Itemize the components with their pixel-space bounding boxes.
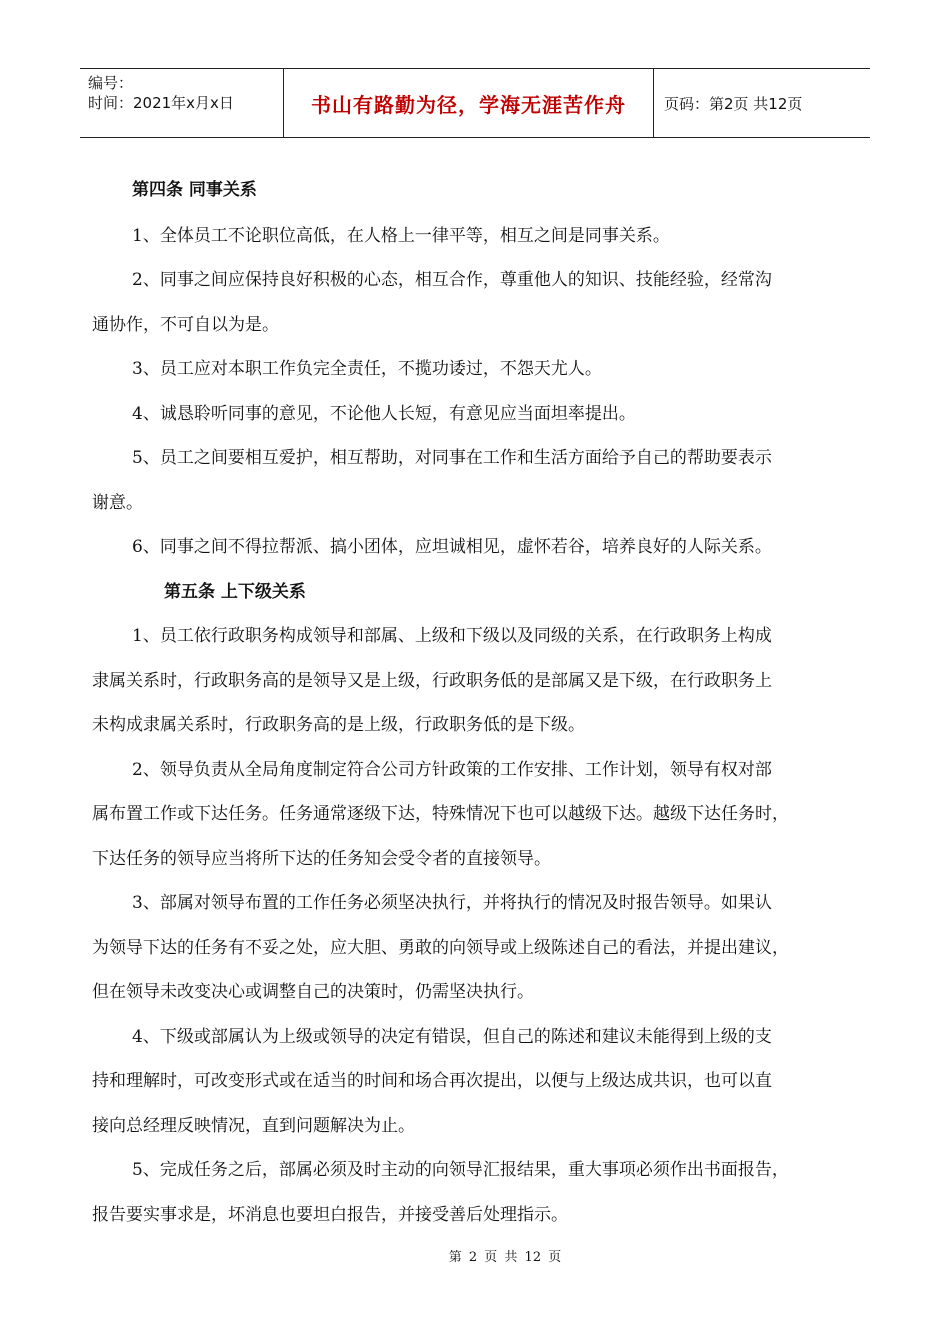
header-page-info: 页码：第2页 共12页 [664,94,803,113]
header-motto: 书山有路勤为径，学海无涯苦作舟 [284,69,654,137]
paragraph-line: 1、员工依行政职务构成领导和部属、上级和下级以及同级的关系，在行政职务上构成 [132,626,772,646]
section-four-heading: 第四条 同事关系 [132,180,257,200]
page-footer: 第 2 页 共 12 页 [448,1250,562,1265]
paragraph-line: 2、同事之间应保持良好积极的心态，相互合作，尊重他人的知识、技能经验，经常沟 [132,270,772,290]
paragraph-line: 谢意。 [92,493,143,513]
document-number-label: 编号： [88,74,134,92]
paragraph-line: 为领导下达的任务有不妥之处，应大胆、勇敢的向领导或上级陈述自己的看法，并提出建议， [92,938,789,958]
paragraph-line: 4、下级或部属认为上级或领导的决定有错误，但自己的陈述和建议未能得到上级的支 [132,1027,772,1047]
paragraph-line: 1、全体员工不论职位高低，在人格上一律平等，相互之间是同事关系。 [132,226,670,246]
header-meta [80,69,284,137]
paragraph-line: 5、完成任务之后，部属必须及时主动的向领导汇报结果，重大事项必须作出书面报告， [132,1160,789,1180]
paragraph-line: 4、诚恳聆听同事的意见，不论他人长短，有意见应当面坦率提出。 [132,404,636,424]
paragraph-line: 属布置工作或下达任务。任务通常逐级下达，特殊情况下也可以越级下达。越级下达任务时， [92,804,789,824]
paragraph-line: 接向总经理反映情况，直到问题解决为止。 [92,1116,415,1136]
paragraph-line: 2、领导负责从全局角度制定符合公司方针政策的工作安排、工作计划，领导有权对部 [132,760,772,780]
paragraph-line: 但在领导未改变决心或调整自己的决策时，仍需坚决执行。 [92,982,534,1002]
section-five-heading: 第五条 上下级关系 [164,582,306,602]
paragraph-line: 下达任务的领导应当将所下达的任务知会受令者的直接领导。 [92,849,551,869]
paragraph-line: 3、部属对领导布置的工作任务必须坚决执行，并将执行的情况及时报告领导。如果认 [132,893,772,913]
paragraph-line: 报告要实事求是，坏消息也要坦白报告，并接受善后处理指示。 [92,1205,568,1225]
paragraph-line: 隶属关系时，行政职务高的是领导又是上级，行政职务低的是部属又是下级，在行政职务上 [92,671,772,691]
paragraph-line: 6、同事之间不得拉帮派、搞小团体，应坦诚相见，虚怀若谷，培养良好的人际关系。 [132,537,772,557]
page-header [80,68,870,138]
paragraph-line: 5、员工之间要相互爱护，相互帮助，对同事在工作和生活方面给予自己的帮助要表示 [132,448,772,468]
document-date: 时间：2021年x月x日 [88,94,234,112]
paragraph-line: 未构成隶属关系时，行政职务高的是上级，行政职务低的是下级。 [92,715,585,735]
paragraph-line: 3、员工应对本职工作负完全责任，不揽功诿过，不怨天尤人。 [132,359,602,379]
paragraph-line: 通协作，不可自以为是。 [92,315,279,335]
paragraph-line: 持和理解时，可改变形式或在适当的时间和场合再次提出，以便与上级达成共识，也可以直 [92,1071,772,1091]
